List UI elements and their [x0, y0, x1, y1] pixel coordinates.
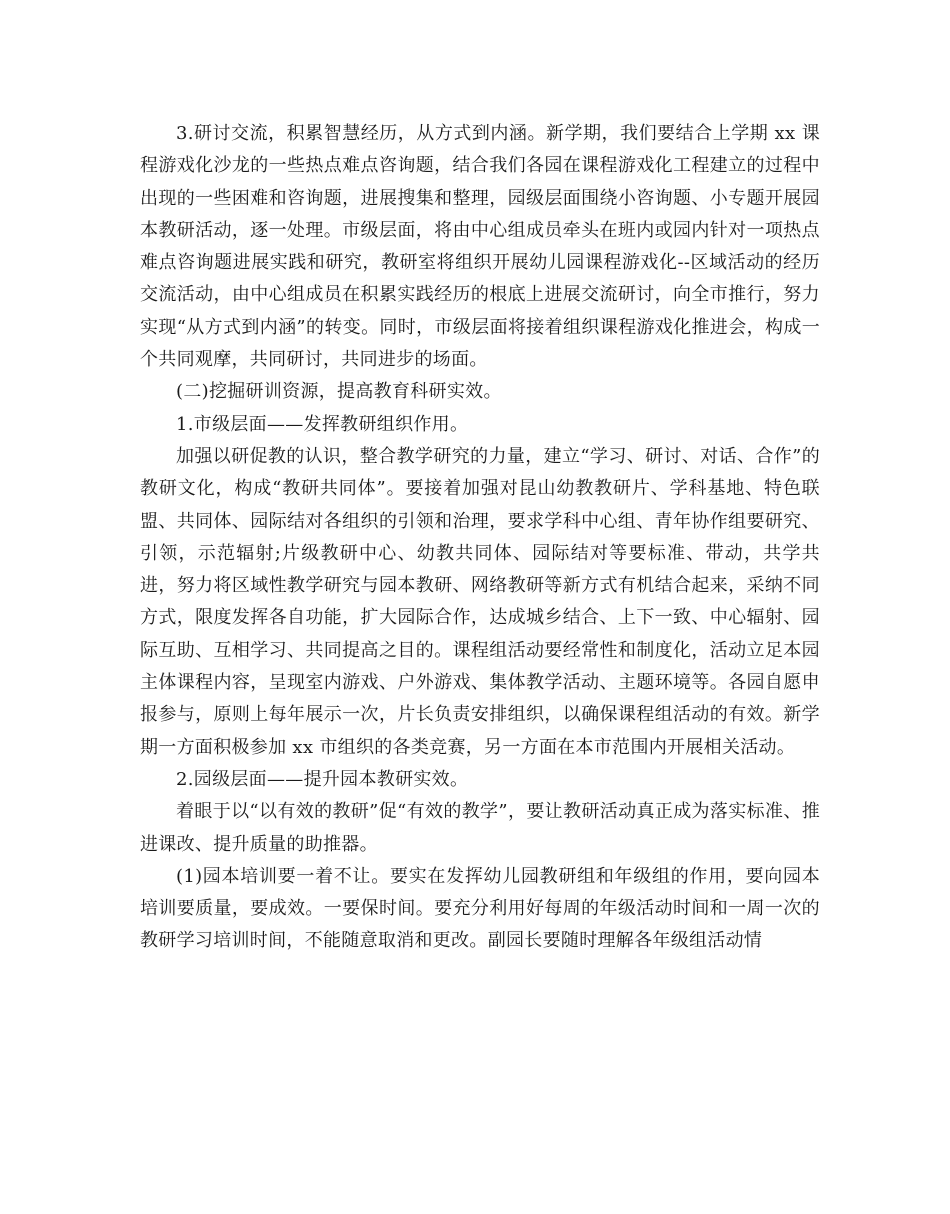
subheading-kindergarten-level: 2.园级层面——提升园本教研实效。: [176, 768, 469, 790]
paragraph-effective-research: 着眼于以“以有效的教研”促“有效的教学”，要让教研活动真正成为落实标准、推进课改、提升质量的助推器。: [140, 801, 820, 855]
paragraph-city-level: 加强以研促教的认识，整合教学研究的力量，建立“学习、研讨、对话、合作”的教研文化，构成“教研共同体”。要接着加强对昆山幼教教研片、学科基地、特色联盟、共同体、园际结对各组织的引领和治理，要求学科中心组、青年协作组要研究、引领，示范辐射;片级教研中心、幼教共同体、园际结对等要标准、带动，共学共进，努力将区域性教学研究与园本教研、网络教研等新方式有机结合起来，采纳不同方式，限度发挥各自功能，扩大园际合作，达成城乡结合、上下一致、中心辐射、园际互助、互相学习、共同提高之目的。课程组活动要经常性和制度化，活动立足本园主体课程内容，呈现室内游戏、户外游戏、集体教学活动、主题环境等。各园自愿申报参与，原则上每年展示一次，片长负责安排组织，以确保课程组活动的有效。新学期一方面积极参加 xx 市组织的各类竞赛，另一方面在本市范围内开展相关活动。: [140, 445, 820, 758]
document-body: [140, 118, 820, 958]
paragraph-garden-training: (1)园本培训要一着不让。要实在发挥幼儿园教研组和年级组的作用，要向园本培训要质量，要成效。一要保时间。要充分利用好每周的年级活动时间和一周一次的教研学习培训时间，不能随意取消和更改。副园长要随时理解各年级组活动情: [140, 865, 820, 952]
section-heading-resources: (二)挖掘研训资源，提高教育科研实效。: [176, 381, 502, 403]
paragraph-research-exchange: 3.研讨交流，积累智慧经历，从方式到内涵。新学期，我们要结合上学期 xx 课程游戏化沙龙的一些热点难点咨询题，结合我们各园在课程游戏化工程建立的过程中出现的一些困难和咨询题，进展搜集和整理，园级层面围绕小咨询题、小专题开展园本教研活动，逐一处理。市级层面，将由中心组成员牵头在班内或园内针对一项热点难点咨询题进展实践和研究，教研室将组织开展幼儿园课程游戏化--区域活动的经历交流活动，由中心组成员在积累实践经历的根底上进展交流研讨，向全市推行，努力实现“从方式到内涵”的转变。同时，市级层面将接着组织课程游戏化推进会，构成一个共同观摩，共同研讨，共同进步的场面。: [140, 123, 820, 371]
subheading-city-level: 1.市级层面——发挥教研组织作用。: [176, 413, 469, 435]
